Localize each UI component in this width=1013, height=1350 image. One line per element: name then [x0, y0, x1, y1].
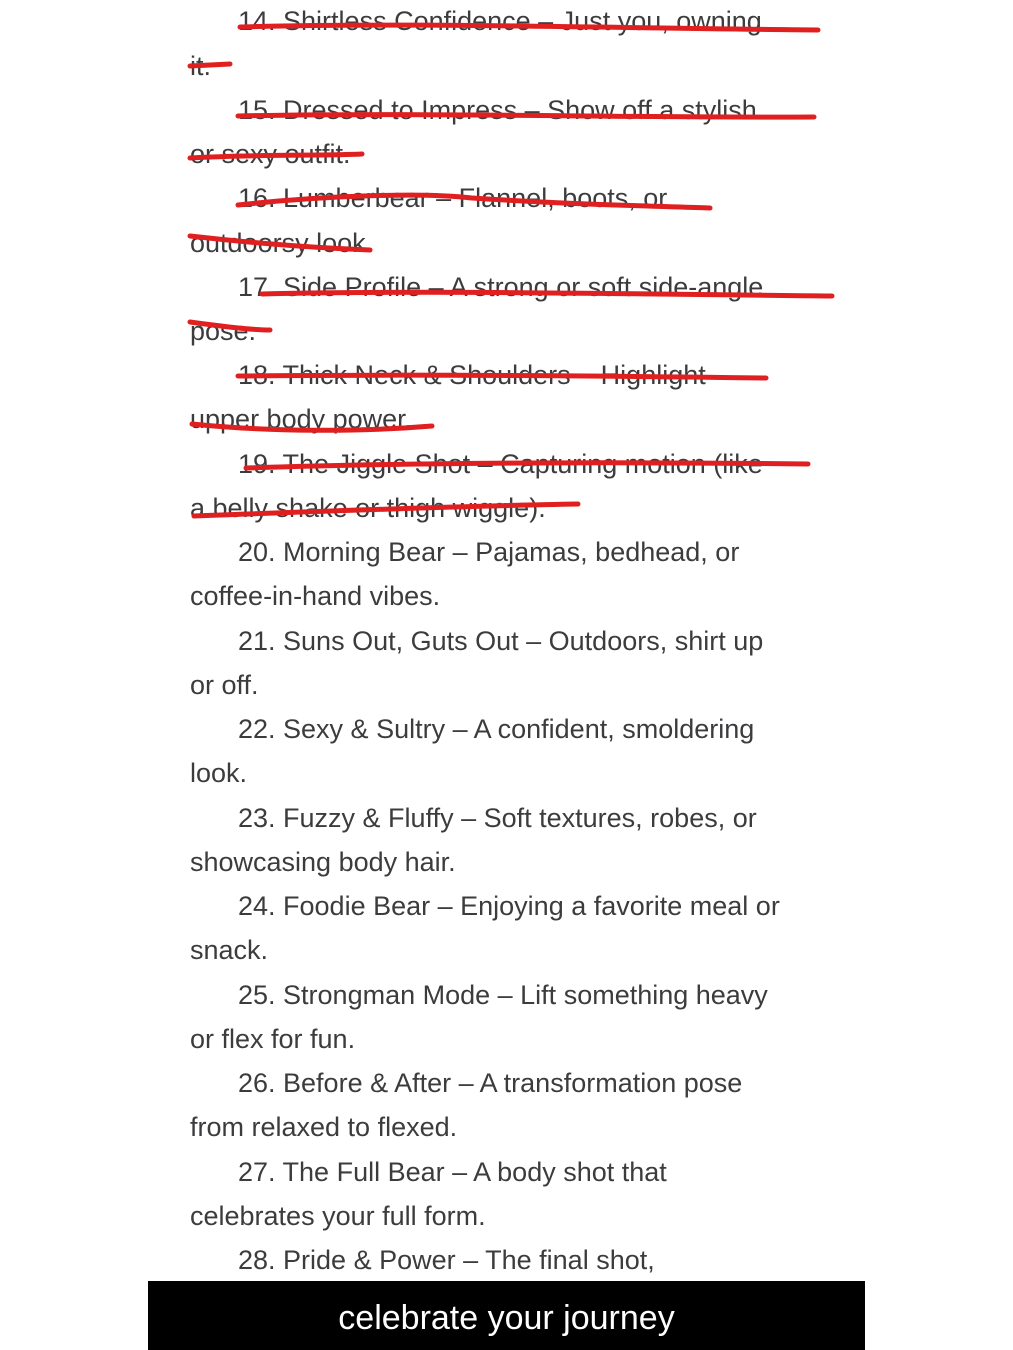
caption-bar: [148, 1281, 865, 1350]
list-item-21-line-2: or off.: [190, 670, 259, 700]
list-item-26-line-1: 26. Before & After – A transformation pose: [238, 1068, 743, 1098]
list-item-25-line-1: 25. Strongman Mode – Lift something heavy: [238, 980, 768, 1010]
list-item-25-line-2: or flex for fun.: [190, 1024, 356, 1054]
list-item-15-line-2: or sexy outfit.: [190, 139, 351, 169]
list-item-26-line-2: from relaxed to flexed.: [190, 1112, 458, 1142]
list-item-16-line-1: 16. Lumberbear – Flannel, boots, or: [238, 183, 668, 213]
list-item-19-line-1: 19. The Jiggle Shot – Capturing motion (like: [238, 449, 763, 479]
list-item-16-line-2: outdoorsy look.: [190, 228, 374, 258]
list-item-22-line-1: 22. Sexy & Sultry – A confident, smoldering: [238, 714, 755, 744]
list-item-18-line-1: 18. Thick Neck & Shoulders – Highlight: [238, 360, 706, 390]
list-item-14-line-1: 14. Shirtless Confidence – Just you, owning: [238, 6, 762, 36]
list-item-20-line-1: 20. Morning Bear – Pajamas, bedhead, or: [238, 537, 740, 567]
caption-text: celebrate your journey: [338, 1299, 675, 1337]
list-item-20-line-2: coffee-in-hand vibes.: [190, 581, 441, 611]
list-item-18-line-2: upper body power.: [190, 404, 413, 434]
list-item-24-line-2: snack.: [190, 935, 269, 965]
list-item-27-line-1: 27. The Full Bear – A body shot that: [238, 1157, 667, 1187]
list-item-19-line-2: a belly shake or thigh wiggle).: [190, 493, 546, 523]
list-item-15-line-1: 15. Dressed to Impress – Show off a stylish: [238, 95, 757, 125]
list-item-24-line-1: 24. Foodie Bear – Enjoying a favorite meal or: [238, 891, 780, 921]
list-item-23-line-1: 23. Fuzzy & Fluffy – Soft textures, robes, or: [238, 803, 757, 833]
list-item-17-line-2: pose.: [190, 316, 257, 346]
list-item-28-line-1: 28. Pride & Power – The final shot,: [238, 1245, 655, 1275]
list-item-14-line-2: it.: [190, 51, 212, 81]
list-item-22-line-2: look.: [190, 758, 248, 788]
list-item-17-line-1: 17. Side Profile – A strong or soft side-angle: [238, 272, 764, 302]
list-item-21-line-1: 21. Suns Out, Guts Out – Outdoors, shirt up: [238, 626, 764, 656]
list-item-27-line-2: celebrates your full form.: [190, 1201, 486, 1231]
list-item-23-line-2: showcasing body hair.: [190, 847, 456, 877]
